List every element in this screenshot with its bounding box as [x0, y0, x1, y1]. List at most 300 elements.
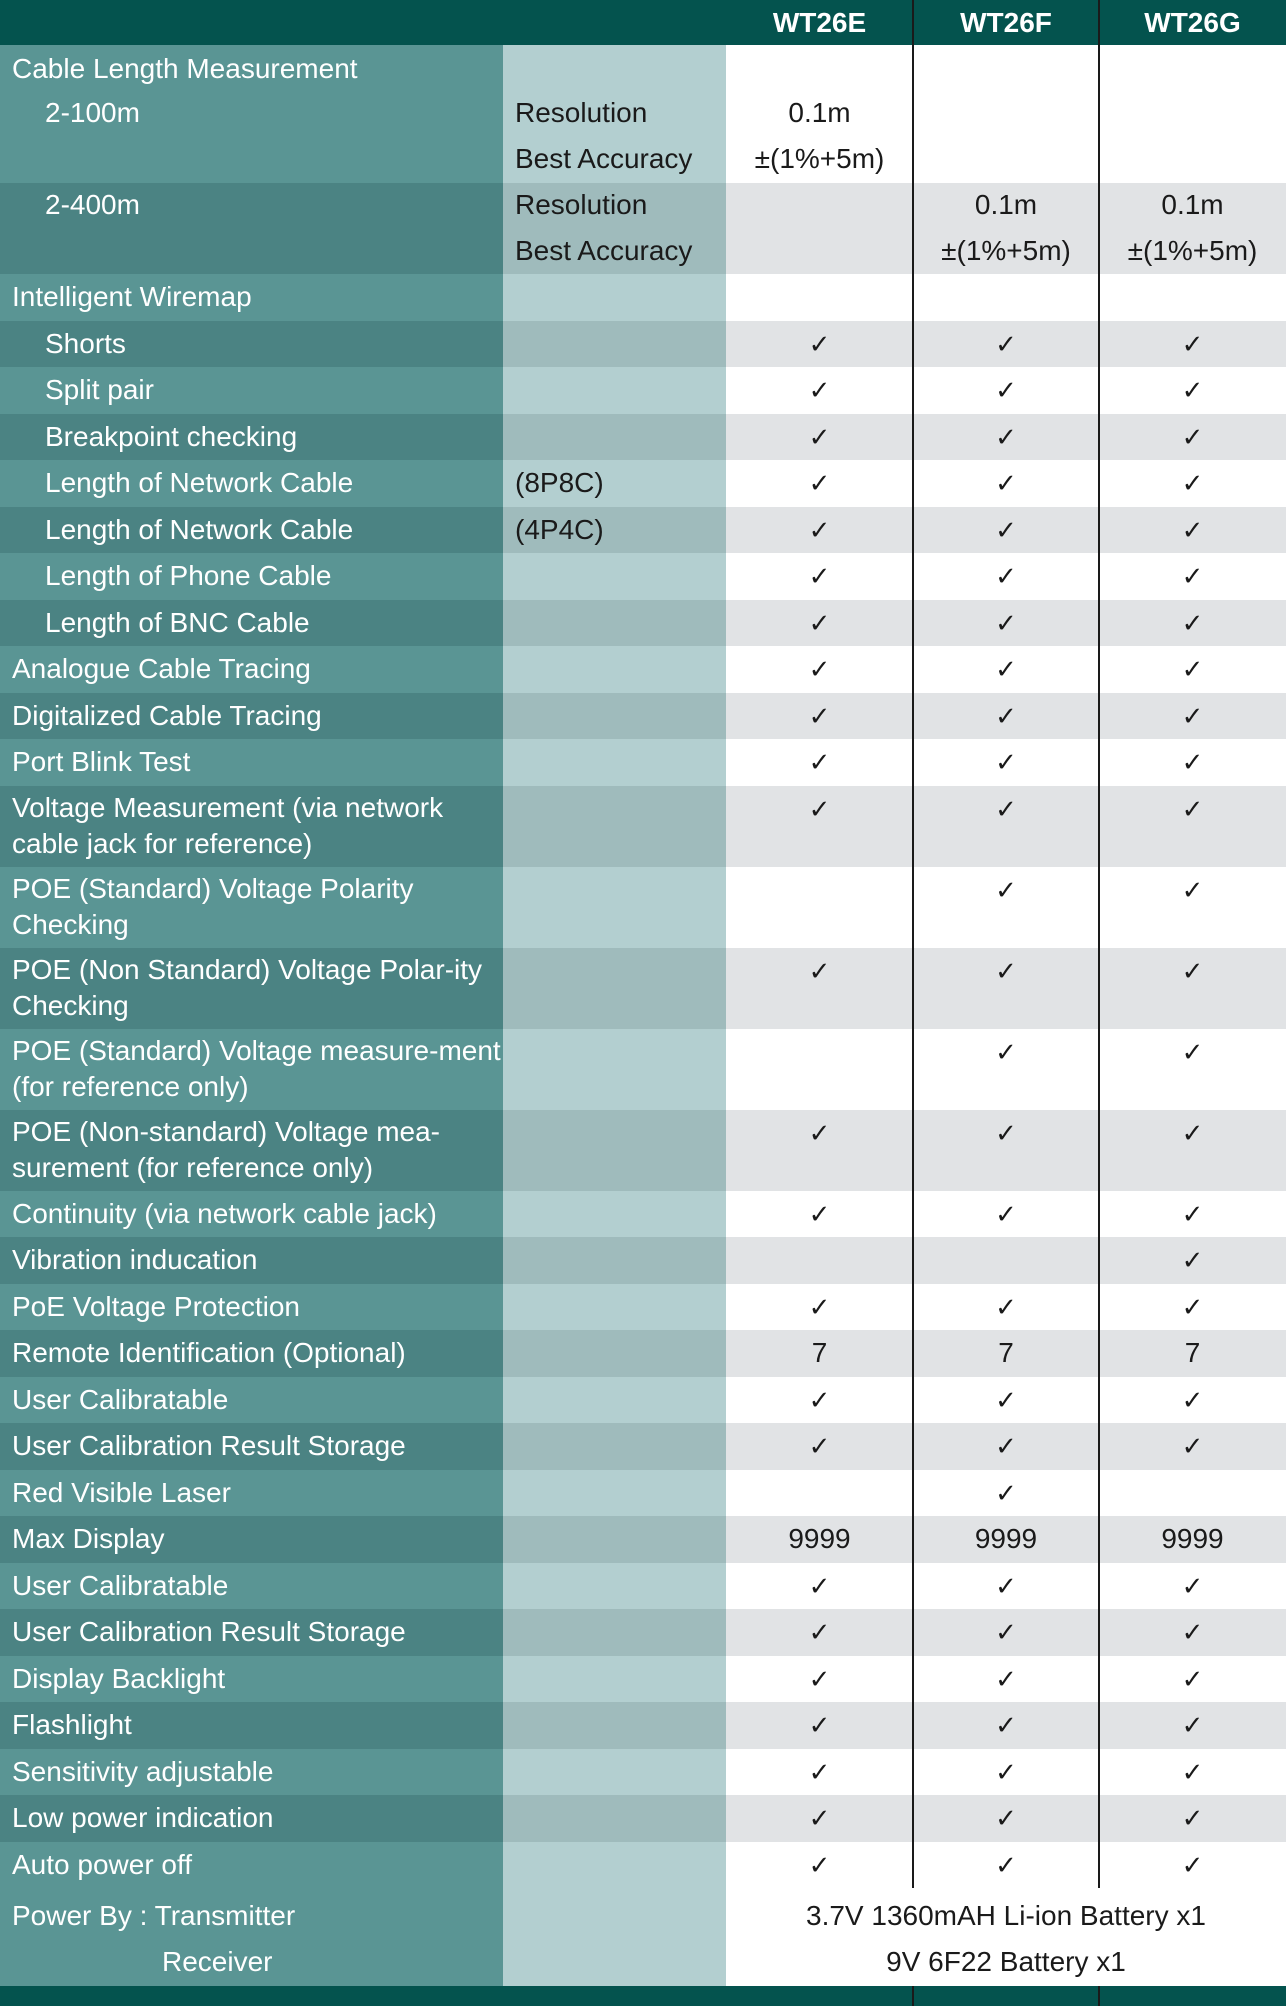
table-row: [0, 553, 1286, 600]
power-row: [0, 1888, 1286, 1986]
value-cell: [726, 553, 913, 600]
resolution-value: 0.1m: [974, 189, 1038, 220]
value-cell: [726, 1609, 913, 1656]
value-cell: [913, 1110, 1099, 1191]
feature-cell: [0, 600, 503, 647]
check-icon: ✓: [808, 421, 831, 452]
check-icon: ✓: [1181, 1384, 1204, 1415]
sub-cell: [503, 1470, 726, 1517]
value-cell: [1099, 507, 1286, 554]
table-row: [0, 1284, 1286, 1331]
value-cell: [726, 1563, 913, 1610]
feature-label: POE (Non Standard) Voltage Polar-ity Checking: [12, 953, 483, 1021]
sub-cell: [503, 867, 726, 948]
check-icon: ✓: [1181, 1570, 1204, 1601]
feature-cell: [0, 274, 503, 321]
check-icon: ✓: [1181, 1803, 1204, 1833]
value-cell: [913, 600, 1099, 647]
value-cell: [913, 786, 1099, 867]
value-cell: [1099, 739, 1286, 786]
table-row: [0, 1516, 1286, 1563]
battery-transmitter: 3.7V 1360mAH Li-ion Battery x1: [806, 1900, 1206, 1931]
check-icon: ✓: [808, 1849, 831, 1880]
value-cell: [913, 646, 1099, 693]
value-cell: [726, 367, 913, 414]
table-row: [0, 867, 1286, 948]
check-icon: ✓: [1181, 1198, 1204, 1229]
check-icon: ✓: [1181, 561, 1204, 591]
check-icon: ✓: [1181, 1849, 1204, 1880]
check-icon: ✓: [995, 1431, 1017, 1461]
check-icon: ✓: [808, 654, 831, 684]
feature-label: Length of Phone Cable: [45, 560, 332, 591]
feature-cell: [0, 321, 503, 368]
value-cell: [1099, 183, 1286, 274]
feature-cell: [0, 414, 503, 461]
battery-receiver: 9V 6F22 Battery x1: [886, 1946, 1126, 1977]
feature-cell: [0, 460, 503, 507]
value-cell: [726, 1237, 913, 1284]
cable-length-block-1: [0, 45, 1286, 183]
check-icon: ✓: [1181, 1117, 1204, 1148]
value-cell: [913, 1029, 1099, 1110]
table-row: [0, 948, 1286, 1029]
check-icon: ✓: [808, 1756, 831, 1787]
value-cell: [726, 414, 913, 461]
feature-label: Shorts: [45, 327, 126, 359]
feature-cell: [0, 646, 503, 693]
feature-cell: [0, 553, 503, 600]
check-icon: ✓: [808, 1384, 831, 1415]
accuracy-value: ±(1%+5m): [1127, 235, 1258, 266]
table-row: [0, 367, 1286, 414]
value-cell: [1099, 414, 1286, 461]
feature-cell: [0, 1842, 503, 1889]
column-divider: [1098, 0, 1100, 2006]
table-row: [0, 507, 1286, 554]
receiver-label: Receiver: [162, 1946, 273, 1977]
sub-cell: [503, 739, 726, 786]
value-cell: [726, 1470, 913, 1517]
sub-cell: [503, 948, 726, 1029]
value-cell: [1099, 553, 1286, 600]
range-label: 2-400m: [45, 189, 140, 220]
value-cell: [1099, 1702, 1286, 1749]
cell-value: 9999: [788, 1523, 851, 1554]
feature-label: Length of Network Cable: [45, 467, 354, 498]
sub-cell: [503, 1749, 726, 1796]
table-row: [0, 739, 1286, 786]
feature-cell: [0, 693, 503, 740]
check-icon: ✓: [995, 955, 1017, 986]
check-icon: ✓: [1181, 1617, 1204, 1647]
feature-label: Display Backlight: [12, 1662, 226, 1694]
value-cell: [913, 1749, 1099, 1796]
feature-cell: [0, 1516, 503, 1563]
value-cell: [726, 460, 913, 507]
check-icon: ✓: [1181, 421, 1204, 452]
check-icon: ✓: [995, 874, 1017, 905]
value-cell: [1099, 1749, 1286, 1796]
check-icon: ✓: [995, 793, 1017, 824]
resolution-label: Resolution: [515, 97, 648, 128]
feature-label: User Calibration Result Storage: [12, 1430, 406, 1461]
check-icon: ✓: [995, 1663, 1017, 1694]
value-cell: [726, 321, 913, 368]
header-bar: [0, 0, 1286, 45]
cable-length-block-2: [0, 183, 1286, 274]
value-cell: [913, 183, 1099, 274]
table-row: [0, 1423, 1286, 1470]
value-cell: [726, 1795, 913, 1842]
check-icon: ✓: [995, 1477, 1017, 1508]
sub-cell: [503, 1888, 726, 1986]
value-cell: [726, 183, 913, 274]
table-row: [0, 1749, 1286, 1796]
value-cell: [1099, 1237, 1286, 1284]
value-cell: [1099, 646, 1286, 693]
value-cell: [726, 274, 913, 321]
sub-cell: [503, 274, 726, 321]
value-cell: [913, 1377, 1099, 1424]
check-icon: ✓: [808, 955, 831, 986]
value-cell: [1099, 367, 1286, 414]
value-cell: [726, 1423, 913, 1470]
check-icon: ✓: [1181, 747, 1204, 777]
resolution-label: Resolution: [515, 189, 648, 220]
check-icon: ✓: [1181, 654, 1204, 684]
table-row: [0, 786, 1286, 867]
value-cell: [913, 1284, 1099, 1331]
value-cell: [913, 693, 1099, 740]
table-row: [0, 460, 1286, 507]
feature-label: Low power indication: [12, 1802, 274, 1833]
value-cell: [913, 1330, 1099, 1377]
check-icon: ✓: [1181, 1291, 1204, 1322]
check-icon: ✓: [1181, 607, 1204, 638]
sub-cell: [503, 1423, 726, 1470]
feature-label: Vibration inducation: [12, 1244, 258, 1275]
check-icon: ✓: [1181, 328, 1204, 359]
sub-cell: [503, 321, 726, 368]
sub-label: (8P8C): [515, 467, 604, 498]
feature-cell: [0, 1377, 503, 1424]
value-cell: [913, 948, 1099, 1029]
table-row: [0, 1563, 1286, 1610]
value-cell: [726, 1516, 913, 1563]
check-icon: ✓: [1181, 375, 1204, 405]
value-cell: [726, 45, 913, 183]
sub-cell: [503, 460, 726, 507]
value-cell: [726, 739, 913, 786]
value-cell: [1099, 1656, 1286, 1703]
sub-cell: [503, 1029, 726, 1110]
feature-cell: [0, 1029, 503, 1110]
table-row: [0, 1377, 1286, 1424]
value-cell: [726, 867, 913, 948]
value-cell: [1099, 786, 1286, 867]
check-icon: ✓: [1181, 1431, 1204, 1461]
value-cell: [1099, 867, 1286, 948]
section-title: Cable Length Measurement: [12, 53, 358, 84]
sub-cell: [503, 1516, 726, 1563]
table-row: [0, 1330, 1286, 1377]
feature-cell: [0, 948, 503, 1029]
check-icon: ✓: [995, 1291, 1017, 1322]
feature-cell: [0, 739, 503, 786]
check-icon: ✓: [808, 561, 831, 591]
feature-cell: [0, 1795, 503, 1842]
table-row: [0, 1656, 1286, 1703]
value-cell: [913, 1795, 1099, 1842]
check-icon: ✓: [995, 1570, 1017, 1601]
value-cell: [913, 1237, 1099, 1284]
check-icon: ✓: [1181, 1245, 1204, 1275]
value-cell: [913, 507, 1099, 554]
table-row: [0, 646, 1286, 693]
value-cell: [726, 1702, 913, 1749]
table-row: [0, 1795, 1286, 1842]
value-cell: [913, 553, 1099, 600]
value-cell: [1099, 1110, 1286, 1191]
power-label: Power By : Transmitter: [12, 1900, 296, 1931]
feature-cell: [0, 367, 503, 414]
value-cell: [1099, 1795, 1286, 1842]
value-cell: [726, 948, 913, 1029]
accuracy-label: Best Accuracy: [515, 143, 693, 174]
feature-cell: [0, 1191, 503, 1238]
check-icon: ✓: [808, 793, 831, 824]
feature-label: POE (Non-standard) Voltage mea-surement (for reference only): [12, 1115, 440, 1183]
sub-cell: [503, 1330, 726, 1377]
value-cell: [1099, 274, 1286, 321]
check-icon: ✓: [1181, 1710, 1204, 1740]
check-icon: ✓: [995, 607, 1017, 638]
check-icon: ✓: [995, 1117, 1017, 1148]
table-row: [0, 1029, 1286, 1110]
value-cell: [913, 1191, 1099, 1238]
value-cell: [913, 1563, 1099, 1610]
check-icon: ✓: [1181, 1036, 1204, 1067]
value-cell: [1099, 1377, 1286, 1424]
check-icon: ✓: [995, 1036, 1017, 1067]
value-cell: [1099, 1423, 1286, 1470]
value-cell: [913, 1842, 1099, 1889]
check-icon: ✓: [808, 375, 831, 405]
value-cell: [1099, 1029, 1286, 1110]
feature-label: User Calibratable: [12, 1383, 229, 1415]
feature-label: Intelligent Wiremap: [12, 281, 252, 312]
check-icon: ✓: [808, 1663, 831, 1694]
value-cell: [913, 867, 1099, 948]
value-cell: [1099, 600, 1286, 647]
value-cell: [726, 1656, 913, 1703]
header-col-wt26e: WT26E: [772, 7, 867, 38]
feature-label: Continuity (via network cable jack): [12, 1197, 437, 1229]
value-cell: [726, 786, 913, 867]
header-col-wt26g: WT26G: [1144, 7, 1241, 38]
feature-cell: [0, 1110, 503, 1191]
value-cell: [913, 1516, 1099, 1563]
check-icon: ✓: [995, 1756, 1017, 1787]
feature-cell: [0, 183, 503, 274]
cell-value: 7: [811, 1337, 828, 1368]
check-icon: ✓: [995, 700, 1017, 731]
check-icon: ✓: [1181, 955, 1204, 986]
value-cell: [1099, 1842, 1286, 1889]
feature-cell: [0, 1330, 503, 1377]
sub-cell: [503, 1563, 726, 1610]
feature-cell: [0, 1470, 503, 1517]
range-label: 2-100m: [45, 97, 140, 128]
value-cell: [1099, 1330, 1286, 1377]
check-icon: ✓: [808, 328, 831, 359]
value-cell: [1099, 1516, 1286, 1563]
check-icon: ✓: [808, 1291, 831, 1322]
sub-cell: [503, 646, 726, 693]
feature-label: POE (Standard) Voltage Polarity Checking: [12, 872, 414, 940]
feature-label: Length of Network Cable: [45, 513, 354, 545]
check-icon: ✓: [808, 468, 831, 498]
feature-label: Voltage Measurement (via network cable jack for reference): [12, 791, 444, 859]
check-icon: ✓: [808, 747, 831, 777]
table-row: [0, 274, 1286, 321]
accuracy-label: Best Accuracy: [515, 235, 693, 266]
check-icon: ✓: [995, 654, 1017, 684]
value-cell: [913, 274, 1099, 321]
check-icon: ✓: [995, 328, 1017, 359]
value-cell: [1099, 693, 1286, 740]
sub-cell: [503, 693, 726, 740]
cell-value: 9999: [974, 1523, 1038, 1554]
check-icon: ✓: [995, 375, 1017, 405]
check-icon: ✓: [995, 421, 1017, 452]
value-cell: [913, 460, 1099, 507]
check-icon: ✓: [808, 1710, 831, 1740]
feature-cell: [0, 507, 503, 554]
value-cell: [913, 367, 1099, 414]
check-icon: ✓: [808, 1431, 831, 1461]
feature-label: Sensitivity adjustable: [12, 1755, 274, 1787]
sub-cell: [503, 786, 726, 867]
value-cell: [913, 739, 1099, 786]
value-cell: [913, 1609, 1099, 1656]
value-cell: [726, 1191, 913, 1238]
value-cell: [1099, 1563, 1286, 1610]
sub-cell: [503, 1656, 726, 1703]
check-icon: ✓: [1181, 514, 1204, 545]
value-cell: [1099, 460, 1286, 507]
value-cell: [726, 600, 913, 647]
value-cell: [1099, 948, 1286, 1029]
value-cell: [913, 1470, 1099, 1517]
sub-cell: [503, 553, 726, 600]
check-icon: ✓: [1181, 700, 1204, 731]
table-row: [0, 1237, 1286, 1284]
check-icon: ✓: [995, 514, 1017, 545]
value-cell: [726, 1377, 913, 1424]
sub-cell: [503, 1110, 726, 1191]
value-cell: [1099, 45, 1286, 183]
table-row: [0, 1470, 1286, 1517]
sub-cell: [503, 183, 726, 274]
value-cell: [913, 1423, 1099, 1470]
check-icon: ✓: [995, 1803, 1017, 1833]
sub-cell: [503, 1842, 726, 1889]
table-row: [0, 1191, 1286, 1238]
feature-label: Max Display: [12, 1523, 165, 1554]
value-cell: [913, 1656, 1099, 1703]
value-cell: [913, 1702, 1099, 1749]
value-cell: [1099, 1284, 1286, 1331]
sub-cell: [503, 1284, 726, 1331]
feature-label: Analogue Cable Tracing: [12, 653, 311, 684]
check-icon: ✓: [1181, 1663, 1204, 1694]
table-row: [0, 600, 1286, 647]
feature-label: Remote Identification (Optional): [12, 1337, 406, 1368]
check-icon: ✓: [1181, 793, 1204, 824]
check-icon: ✓: [995, 1617, 1017, 1647]
check-icon: ✓: [808, 514, 831, 545]
value-cell: [726, 1284, 913, 1331]
sub-cell: [503, 507, 726, 554]
check-icon: ✓: [1181, 468, 1204, 498]
check-icon: ✓: [995, 1198, 1017, 1229]
cell-value: 7: [998, 1337, 1014, 1368]
value-cell: [1099, 321, 1286, 368]
check-icon: ✓: [808, 700, 831, 731]
check-icon: ✓: [995, 1849, 1017, 1880]
sub-cell: [503, 1702, 726, 1749]
feature-cell: [0, 1284, 503, 1331]
feature-cell: [0, 1609, 503, 1656]
resolution-value: 0.1m: [788, 97, 851, 128]
value-cell: [726, 507, 913, 554]
feature-label: PoE Voltage Protection: [12, 1290, 300, 1322]
check-icon: ✓: [995, 1710, 1017, 1740]
sub-cell: [503, 1237, 726, 1284]
check-icon: ✓: [808, 1570, 831, 1601]
value-cell: [1099, 1191, 1286, 1238]
feature-cell: [0, 1423, 503, 1470]
accuracy-value: ±(1%+5m): [754, 143, 885, 174]
check-icon: ✓: [808, 1617, 831, 1647]
check-icon: ✓: [808, 1803, 831, 1833]
value-cell: [913, 321, 1099, 368]
feature-cell: [0, 1656, 503, 1703]
feature-label: Port Blink Test: [12, 746, 191, 777]
feature-cell: [0, 1563, 503, 1610]
feature-label: Flashlight: [12, 1709, 132, 1740]
value-cell: [726, 1110, 913, 1191]
check-icon: ✓: [995, 561, 1017, 591]
feature-label: POE (Standard) Voltage measure-ment (for reference only): [12, 1034, 501, 1102]
check-icon: ✓: [1181, 1756, 1204, 1787]
check-icon: ✓: [995, 747, 1017, 777]
accuracy-value: ±(1%+5m): [941, 235, 1071, 266]
column-divider: [912, 0, 914, 2006]
table-row: [0, 693, 1286, 740]
cell-value: 7: [1184, 1337, 1201, 1368]
value-cell: [1099, 1470, 1286, 1517]
value-cell: [913, 45, 1099, 183]
table-row: [0, 1609, 1286, 1656]
check-icon: ✓: [808, 1198, 831, 1229]
header-col-wt26f: WT26F: [960, 7, 1052, 38]
sub-cell: [503, 45, 726, 183]
resolution-value: 0.1m: [1161, 189, 1224, 220]
feature-cell: [0, 786, 503, 867]
